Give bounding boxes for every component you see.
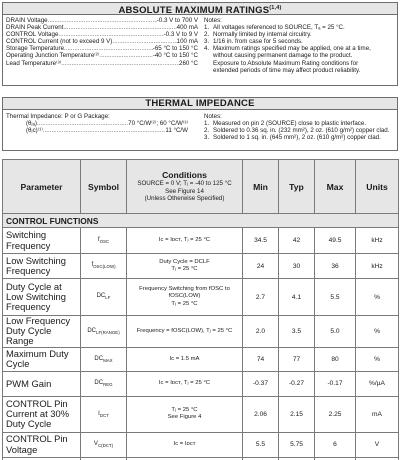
note-number: 4. xyxy=(204,45,210,53)
symbol-cell xyxy=(81,371,127,396)
note-item xyxy=(204,120,396,127)
table-row xyxy=(3,316,399,348)
symbol-subscript: OSC(LOW) xyxy=(93,264,116,270)
typ-cell: 5.75 xyxy=(279,432,315,457)
typ-cell: 42 xyxy=(279,228,315,254)
ratings-heading xyxy=(2,2,398,15)
thermal-notes-title: Notes: xyxy=(204,113,222,120)
max-cell: 80 xyxy=(315,347,356,371)
thermal-row xyxy=(6,120,188,127)
rating-label: DRAIN Voltage xyxy=(6,17,48,24)
max-cell: 36 xyxy=(315,254,356,279)
parameter-cell: CONTROL Pin Voltage xyxy=(3,432,81,457)
parameter-cell: Duty Cycle at Low Switching Frequency xyxy=(3,279,81,316)
max-cell: 49.5 xyxy=(315,228,356,254)
table-row xyxy=(3,347,399,371)
symbol-base: DC xyxy=(96,293,106,300)
condition-line: Duty Cycle = DCLF xyxy=(159,258,210,265)
table-row xyxy=(3,279,399,316)
conditions-cell xyxy=(127,432,243,457)
rating-row xyxy=(6,17,198,24)
parameter-cell: PWM Gain xyxy=(3,371,81,396)
rating-value: -0.3 V to 9 V xyxy=(163,31,198,39)
symbol-cell xyxy=(81,432,127,457)
rating-value: -65 °C to 150 °C xyxy=(152,45,198,53)
note-continuation: extended periods of time may affect product reliability. xyxy=(213,66,361,74)
thermal-package-label: Thermal Impedance: P or G Package: xyxy=(6,113,110,120)
min-cell: 24 xyxy=(243,254,279,279)
ratings-title-sup: (1,4) xyxy=(269,5,282,11)
header-conditions-line: SOURCE = 0 V; Tⱼ = -40 to 125 °C xyxy=(137,180,232,188)
ratings-panel xyxy=(2,15,398,86)
ratings-notes xyxy=(204,17,396,74)
note-number: 3. xyxy=(204,38,210,46)
symbol-base: I xyxy=(98,410,100,417)
symbol-base: DC xyxy=(87,327,96,334)
condition-line: Iᴄ = Iᴅᴄᴛ xyxy=(173,441,196,447)
parameter-cell: CONTROL Pin Current at 30% Duty Cycle xyxy=(3,396,81,432)
header-min: Min xyxy=(243,160,279,214)
units-cell: kHz xyxy=(356,254,399,279)
header-max: Max xyxy=(315,160,356,214)
condition-line: Frequency = fOSC(LOW), Tⱼ = 25 °C xyxy=(136,327,233,334)
rating-value: -40 °C to 150 °C xyxy=(152,52,198,60)
note-continuation: Exposure to Absolute Maximum Rating conditions for xyxy=(213,59,359,67)
ratings-notes-title: Notes: xyxy=(204,17,222,24)
table-row xyxy=(3,432,399,457)
rating-value: 260 °C xyxy=(179,59,198,67)
rating-label: CONTROL Current (not to exceed 9 V) xyxy=(6,38,113,46)
group-row xyxy=(3,214,399,228)
condition-line: Iᴄ = Iᴅᴄᴛ, Tⱼ = 25 °C xyxy=(158,236,211,243)
rating-value: -0.3 V to 700 V xyxy=(156,17,198,24)
typ-cell: 77 xyxy=(279,347,315,371)
symbol-base: DC xyxy=(94,380,104,387)
conditions-cell xyxy=(127,316,243,348)
units-cell: % xyxy=(356,316,399,348)
thermal-value: 70 °C/W⁽²⁾; 60 °C/W⁽³⁾ xyxy=(128,120,188,128)
symbol-cell xyxy=(81,228,127,254)
note-text: Soldered to 1 sq. in. (645 mm²), 2 oz. (610 g/m²) copper clad. xyxy=(213,134,381,142)
units-cell: mA xyxy=(356,396,399,432)
conditions-cell xyxy=(127,347,243,371)
max-cell: 2.25 xyxy=(315,396,356,432)
thermal-label: (θⱼc)⁽¹⁾ xyxy=(26,127,43,135)
min-cell: 2.06 xyxy=(243,396,279,432)
rating-row xyxy=(6,52,198,59)
thermal-list xyxy=(6,113,198,134)
symbol-base: DC xyxy=(94,355,104,362)
note-text: 1/16 in. from case for 5 seconds. xyxy=(213,38,303,46)
condition-line: Iᴄ = 1.5 mA xyxy=(169,355,200,362)
note-text: Soldered to 0.36 sq. in. (232 mm²), 2 oz. (610 g/m²) copper clad. xyxy=(213,127,390,135)
note-number: 2. xyxy=(204,127,210,135)
rating-row xyxy=(6,45,198,52)
symbol-base: f xyxy=(91,262,94,269)
symbol-cell xyxy=(81,316,127,348)
group-label: CONTROL FUNCTIONS xyxy=(3,214,399,228)
rating-label: Storage Temperature xyxy=(6,45,65,53)
thermal-panel xyxy=(2,110,398,151)
note-item xyxy=(204,127,396,134)
table-row xyxy=(3,396,399,432)
symbol-subscript: LF xyxy=(105,295,111,301)
max-cell: 5.0 xyxy=(315,316,356,348)
table-row xyxy=(3,228,399,254)
ratings-title: ABSOLUTE MAXIMUM RATINGS xyxy=(118,5,270,17)
condition-line: Tⱼ = 25 °C xyxy=(171,300,198,307)
note-continuation: without causing permanent damage to the product. xyxy=(213,52,353,60)
symbol-subscript: REG xyxy=(103,382,113,388)
symbol-cell xyxy=(81,347,127,371)
rating-label: CONTROL Voltage xyxy=(6,31,59,39)
units-cell: V xyxy=(356,432,399,457)
note-item xyxy=(204,134,396,141)
min-cell: 34.5 xyxy=(243,228,279,254)
table-header-row xyxy=(3,160,399,214)
header-units: Units xyxy=(356,160,399,214)
min-cell: 5.5 xyxy=(243,432,279,457)
units-cell: % xyxy=(356,347,399,371)
min-cell: -0.37 xyxy=(243,371,279,396)
rating-value: 400 mA xyxy=(176,24,198,32)
symbol-subscript: LF(RANGE) xyxy=(96,329,120,335)
condition-line: Frequency Switching from fOSC to fOSC(LOW) xyxy=(139,286,230,300)
rating-row xyxy=(6,31,198,38)
symbol-subscript: DCT xyxy=(99,412,109,418)
note-item xyxy=(204,38,396,45)
symbol-subscript: MAX xyxy=(103,357,113,363)
note-number: 1. xyxy=(204,120,210,128)
table-row xyxy=(3,254,399,279)
header-parameter: Parameter xyxy=(3,160,81,214)
ratings-list xyxy=(6,17,198,67)
condition-line: See Figure 4 xyxy=(167,414,202,421)
typ-cell: 4.1 xyxy=(279,279,315,316)
typ-cell: -0.27 xyxy=(279,371,315,396)
note-number: 2. xyxy=(204,31,210,39)
min-cell: 2.0 xyxy=(243,316,279,348)
note-text: All voltages referenced to SOURCE, Tₐ = 25 °C. xyxy=(213,24,345,32)
symbol-cell xyxy=(81,279,127,316)
conditions-cell xyxy=(127,396,243,432)
symbol-base: V xyxy=(93,441,98,448)
conditions-cell xyxy=(127,254,243,279)
symbol-cell xyxy=(81,396,127,432)
thermal-label: (θⱼₐ) xyxy=(26,120,37,128)
symbol-subscript: C(DCT) xyxy=(97,443,114,449)
note-number: 1. xyxy=(204,24,210,32)
thermal-row xyxy=(6,127,188,134)
conditions-cell xyxy=(127,371,243,396)
thermal-value: 11 °C/W xyxy=(165,127,188,135)
rating-row xyxy=(6,60,198,67)
header-conditions-line: See Figure 14 xyxy=(165,187,204,195)
min-cell: 2.7 xyxy=(243,279,279,316)
symbol-subscript: OSC xyxy=(99,239,110,245)
rating-row xyxy=(6,24,198,31)
typ-cell: 30 xyxy=(279,254,315,279)
note-text: Maximum ratings specified may be applied, one at a time, xyxy=(213,45,371,53)
conditions-cell xyxy=(127,279,243,316)
symbol-cell xyxy=(81,254,127,279)
rating-label: Operating Junction Temperature⁽²⁾ xyxy=(6,52,100,60)
condition-line: Tⱼ = 25 °C xyxy=(171,406,198,413)
header-conditions-title: Conditions xyxy=(162,170,207,181)
max-cell: 6 xyxy=(315,432,356,457)
parameter-cell: Switching Frequency xyxy=(3,228,81,254)
thermal-notes xyxy=(204,113,396,141)
conditions-cell xyxy=(127,228,243,254)
units-cell: %/µA xyxy=(356,371,399,396)
rating-label: DRAIN Peak Current xyxy=(6,24,64,32)
rating-row xyxy=(6,38,198,45)
thermal-heading xyxy=(2,97,398,110)
condition-line: Tⱼ = 25 °C xyxy=(171,266,198,272)
table-row xyxy=(3,371,399,396)
header-typ: Typ xyxy=(279,160,315,214)
parameter-cell: Maximum Duty Cycle xyxy=(3,347,81,371)
max-cell: -0.17 xyxy=(315,371,356,396)
header-symbol: Symbol xyxy=(81,160,127,214)
note-number: 3. xyxy=(204,134,210,142)
note-text: Normally limited by internal circuitry. xyxy=(213,31,312,39)
symbol-base: f xyxy=(97,236,100,243)
units-cell: % xyxy=(356,279,399,316)
rating-label: Lead Temperature⁽³⁾ xyxy=(6,59,62,67)
rating-value: 100 mA xyxy=(176,38,198,46)
electrical-characteristics-table xyxy=(2,159,399,460)
header-conditions xyxy=(127,160,243,214)
note-item xyxy=(204,24,396,31)
parameter-cell: Low Switching Frequency xyxy=(3,254,81,279)
condition-line: Iᴄ = Iᴅᴄᴛ, Tⱼ = 25 °C xyxy=(158,380,211,386)
note-text: Measured on pin 2 (SOURCE) close to plastic interface. xyxy=(213,120,367,128)
max-cell: 5.5 xyxy=(315,279,356,316)
parameter-cell: Low Frequency Duty Cycle Range xyxy=(3,316,81,348)
note-item xyxy=(204,31,396,38)
units-cell: kHz xyxy=(356,228,399,254)
note-item xyxy=(204,45,396,52)
min-cell: 74 xyxy=(243,347,279,371)
thermal-title: THERMAL IMPEDANCE xyxy=(145,98,255,109)
header-conditions-line: (Unless Otherwise Specified) xyxy=(144,195,225,203)
typ-cell: 2.15 xyxy=(279,396,315,432)
typ-cell: 3.5 xyxy=(279,316,315,348)
